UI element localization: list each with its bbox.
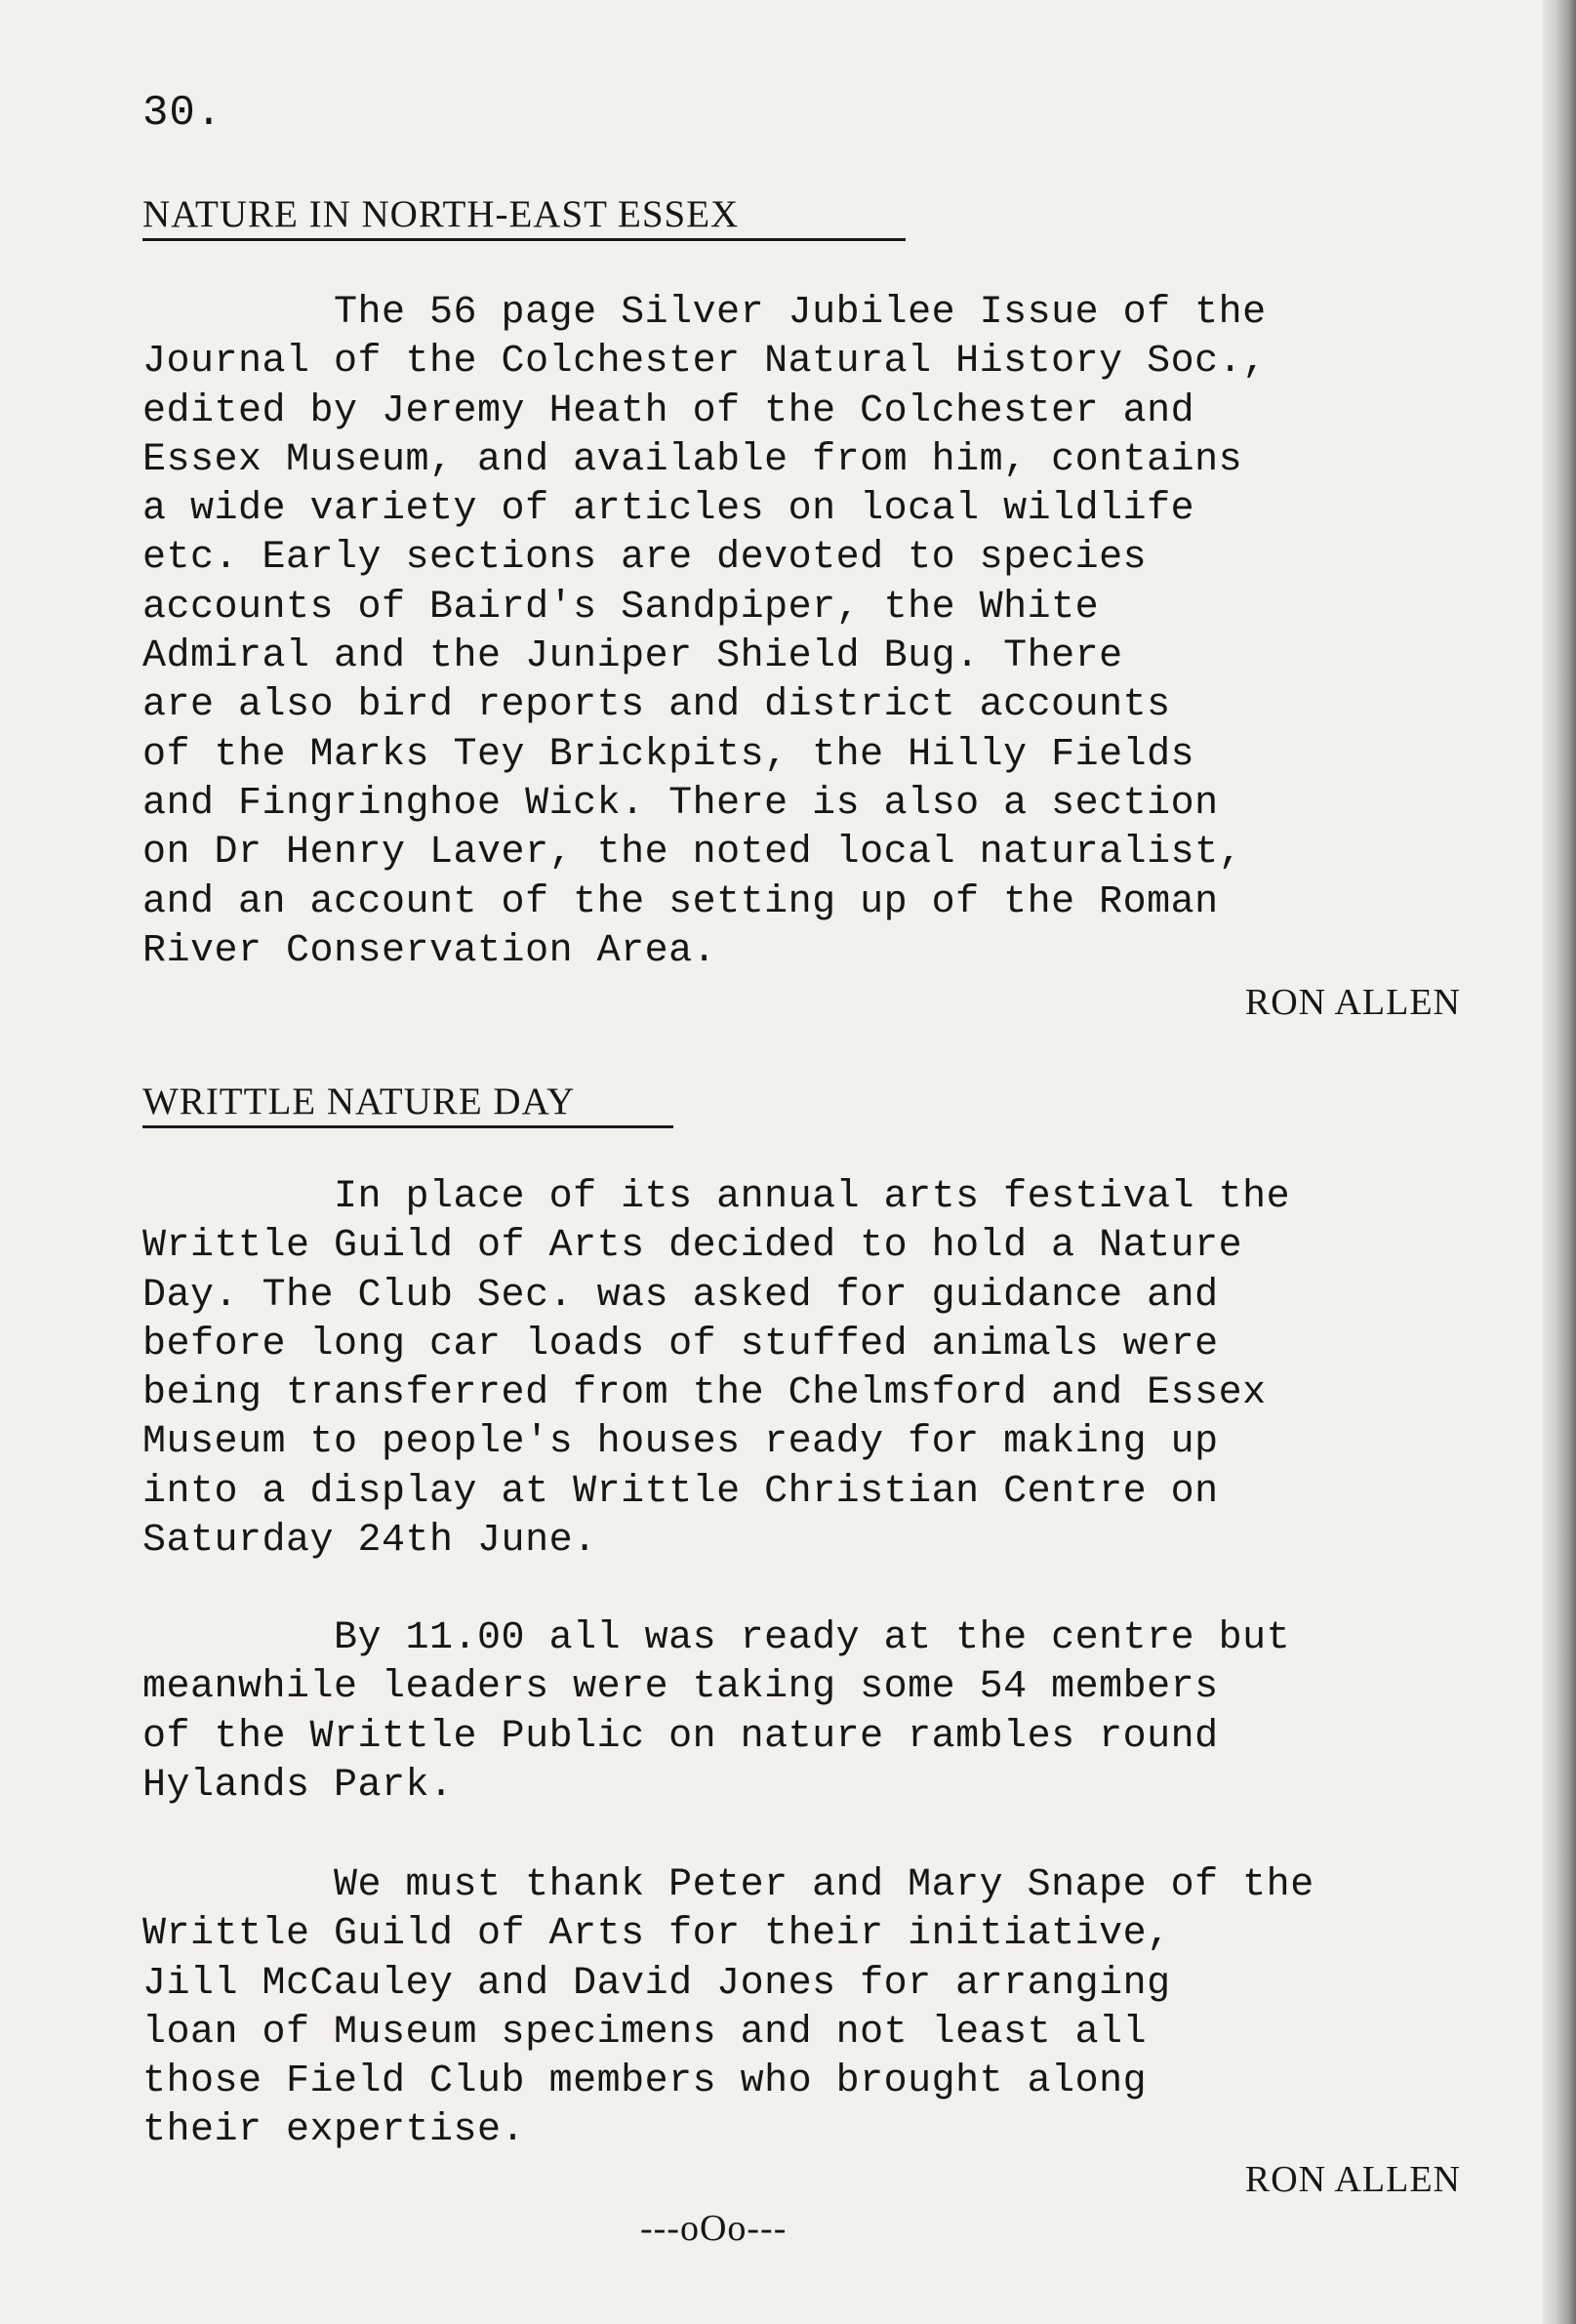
author-signature: RON ALLEN	[1244, 982, 1461, 1023]
page-binding-shadow	[1543, 0, 1576, 2324]
article-paragraph: The 56 page Silver Jubilee Issue of the Journal of the Colchester Natural History Soc., edited by Jeremy Heath of the Colchester and Essex Museum, and available from him, contains a wide variety of articles on local wildlife etc. Early sections are devoted to species accounts of Baird's Sandpiper, the White Admiral and the Juniper Shield Bug. There are also bird reports and district accounts of the Marks Tey Brickpits, the Hilly Fields and Fingringhoe Wick. There is also a section on Dr Henry Laver, the noted local naturalist, and an account of the setting up of the Roman River Conservation Area.	[142, 291, 1267, 973]
author-signature: RON ALLEN	[1244, 2159, 1461, 2200]
article-paragraph: By 11.00 all was ready at the centre but meanwhile leaders were taking some 54 members of the Writtle Public on nature rambles round Hylands Park.	[142, 1616, 1291, 1808]
section-heading-nature-in-north-east-essex: NATURE IN NORTH-EAST ESSEX	[142, 189, 906, 241]
article-paragraph: In place of its annual arts festival the Writtle Guild of Arts decided to hold a Nature Day. The Club Sec. was asked for guidance and before long car loads of stuffed animals were being transferred from the Chelmsford and Essex Museum to people's houses ready for making up into a display at Writtle Christian Centre on Saturday 24th June.	[142, 1175, 1291, 1564]
end-of-article-mark: ---oOo---	[640, 2208, 788, 2249]
section-heading-writtle-nature-day: WRITTLE NATURE DAY	[142, 1077, 673, 1128]
page-number: 30.	[142, 89, 223, 138]
article-paragraph: We must thank Peter and Mary Snape of the Writtle Guild of Arts for their initiative, Jill McCauley and David Jones for arranging loan of Museum specimens and not least all those Field Club members who brought along their expertise.	[142, 1863, 1314, 2153]
